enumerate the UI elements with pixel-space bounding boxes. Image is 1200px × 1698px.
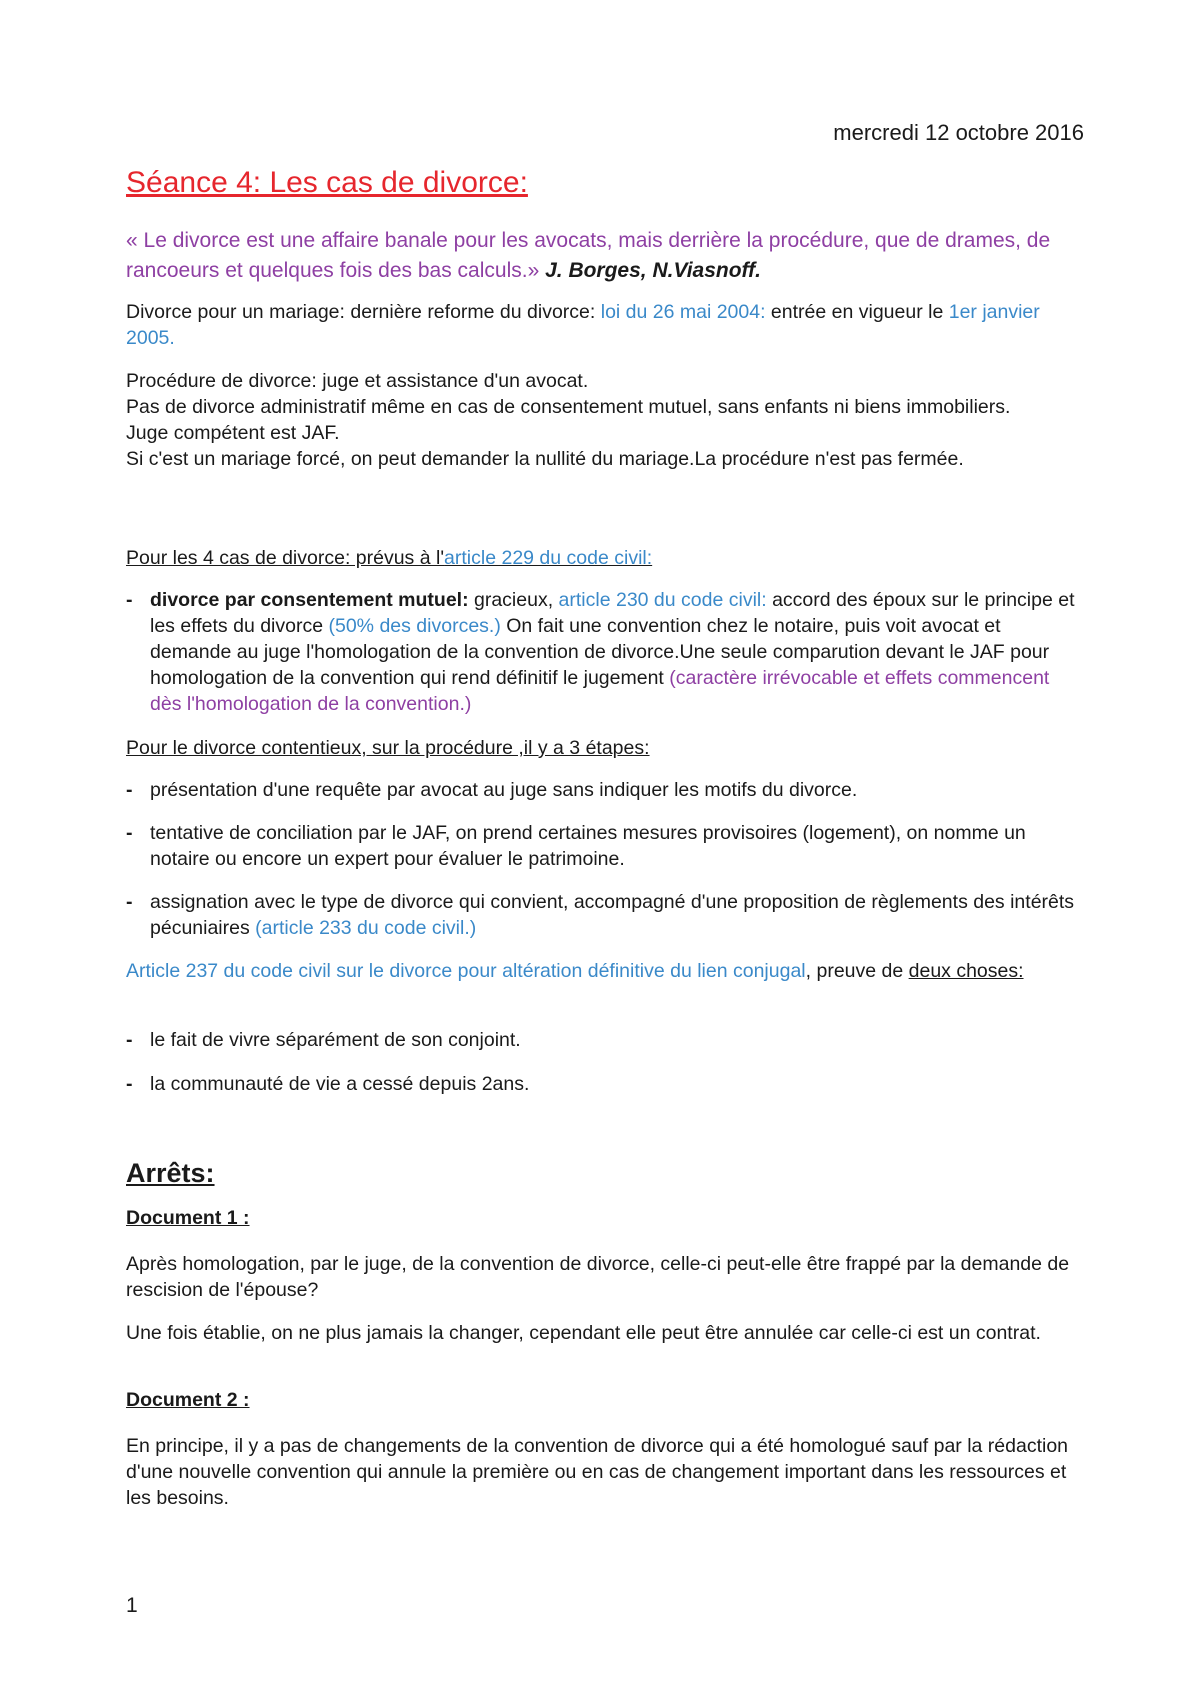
dash-bullet: - xyxy=(126,589,133,611)
procedure-paragraph xyxy=(126,368,1076,472)
quote-text: « Le divorce est une affaire banale pour les avocats, mais derrière la procédure, que de drames, de rancoeurs et quelques fois des bas calculs.» xyxy=(126,229,1051,282)
article-233-link: (article 233 du code civil.) xyxy=(255,917,477,939)
procedure-line: Si c'est un mariage forcé, on peut demander la nullité du mariage.La procédure n'est pas fermée. xyxy=(126,448,964,470)
mutual-note: (caractère irrévocable et effets commencent dès l'homologation de la convention.) xyxy=(150,667,1050,715)
page-number: 1 xyxy=(126,1594,138,1617)
dash-bullet: - xyxy=(126,1029,133,1051)
dash-bullet: - xyxy=(126,891,133,913)
document-2-heading: Document 2 : xyxy=(126,1389,250,1411)
reform-prefix: Divorce pour un mariage: dernière reforme du divorce: xyxy=(126,301,601,323)
mutual-b: accord des époux sur le principe et les effets du divorce xyxy=(150,589,1075,637)
contentious-heading: Pour le divorce contentieux, sur la procédure ,il y a 3 étapes: xyxy=(126,737,650,759)
procedure-line: Juge compétent est JAF. xyxy=(126,422,340,444)
dash-bullet: - xyxy=(126,822,133,844)
step-text: présentation d'une requête par avocat au juge sans indiquer les motifs du divorce. xyxy=(150,779,858,801)
document-1-answer: Une fois établie, on ne plus jamais la changer, cependant elle peut être annulée car celle-ci est un contrat. xyxy=(126,1322,1041,1344)
document-2-text: En principe, il y a pas de changements de la convention de divorce qui a été homologué sauf par la rédaction d'une nouvelle convention qui annule la première ou en cas de changement important dans les ressources et les besoins. xyxy=(126,1435,1069,1509)
article-230-link: article 230 du code civil: xyxy=(558,589,767,611)
arrets-heading: Arrêts: xyxy=(126,1158,215,1188)
reform-middle: entrée en vigueur le xyxy=(765,301,949,323)
document-1-heading: Document 1 : xyxy=(126,1207,250,1229)
mutual-consent-term: divorce par consentement mutuel: xyxy=(150,589,469,611)
reform-paragraph xyxy=(126,299,1076,351)
step-text: tentative de conciliation par le JAF, on prend certaines mesures provisoires (logement), on nomme un notaire ou encore un expert pour évaluer le patrimoine. xyxy=(150,822,1026,870)
dash-bullet: - xyxy=(126,1073,133,1095)
cases-heading xyxy=(126,545,1076,571)
quote-author: J. Borges, N.Viasnoff. xyxy=(545,259,761,282)
mutual-a: gracieux, xyxy=(468,589,559,611)
dash-bullet: - xyxy=(126,779,133,801)
document-1-question: Après homologation, par le juge, de la convention de divorce, celle-ci peut-elle être frappé par la demande de rescision de l'épouse? xyxy=(126,1253,1070,1301)
page-title: Séance 4: Les cas de divorce: xyxy=(126,166,528,199)
reform-date: 1er janvier 2005. xyxy=(126,301,1040,349)
proof-text: le fait de vivre séparément de son conjoint. xyxy=(150,1029,521,1051)
art237-mid: , preuve de xyxy=(805,960,909,982)
document-date: mercredi 12 octobre 2016 xyxy=(833,120,1084,145)
opening-quote xyxy=(126,226,1076,286)
mutual-percentage: (50% des divorces.) xyxy=(328,615,501,637)
article-229-link: article 229 du code civil: xyxy=(444,547,653,569)
proof-text: la communauté de vie a cessé depuis 2ans. xyxy=(150,1073,530,1095)
mutual-c: On fait une convention chez le notaire, puis voit avocat et demande au juge l'homologation de la convention de divorce.Une seule comparution devant le JAF pour homologation de la convention qui rend définitif le jugement xyxy=(150,615,1050,689)
reform-law-link: loi du 26 mai 2004: xyxy=(600,301,766,323)
two-things: deux choses: xyxy=(908,960,1024,982)
procedure-line: Procédure de divorce: juge et assistance d'un avocat. xyxy=(126,370,589,392)
step3-text: assignation avec le type de divorce qui convient, accompagné d'une proposition de règlements des intérêts pécuniaires xyxy=(150,891,1075,939)
cases-heading-prefix: Pour les 4 cas de divorce: prévus à l' xyxy=(126,547,445,569)
article-237-link: Article 237 du code civil sur le divorce pour altération définitive du lien conjugal xyxy=(126,960,806,982)
article-237-paragraph xyxy=(126,958,1076,984)
procedure-line: Pas de divorce administratif même en cas de consentement mutuel, sans enfants ni biens immobiliers. xyxy=(126,396,1011,418)
